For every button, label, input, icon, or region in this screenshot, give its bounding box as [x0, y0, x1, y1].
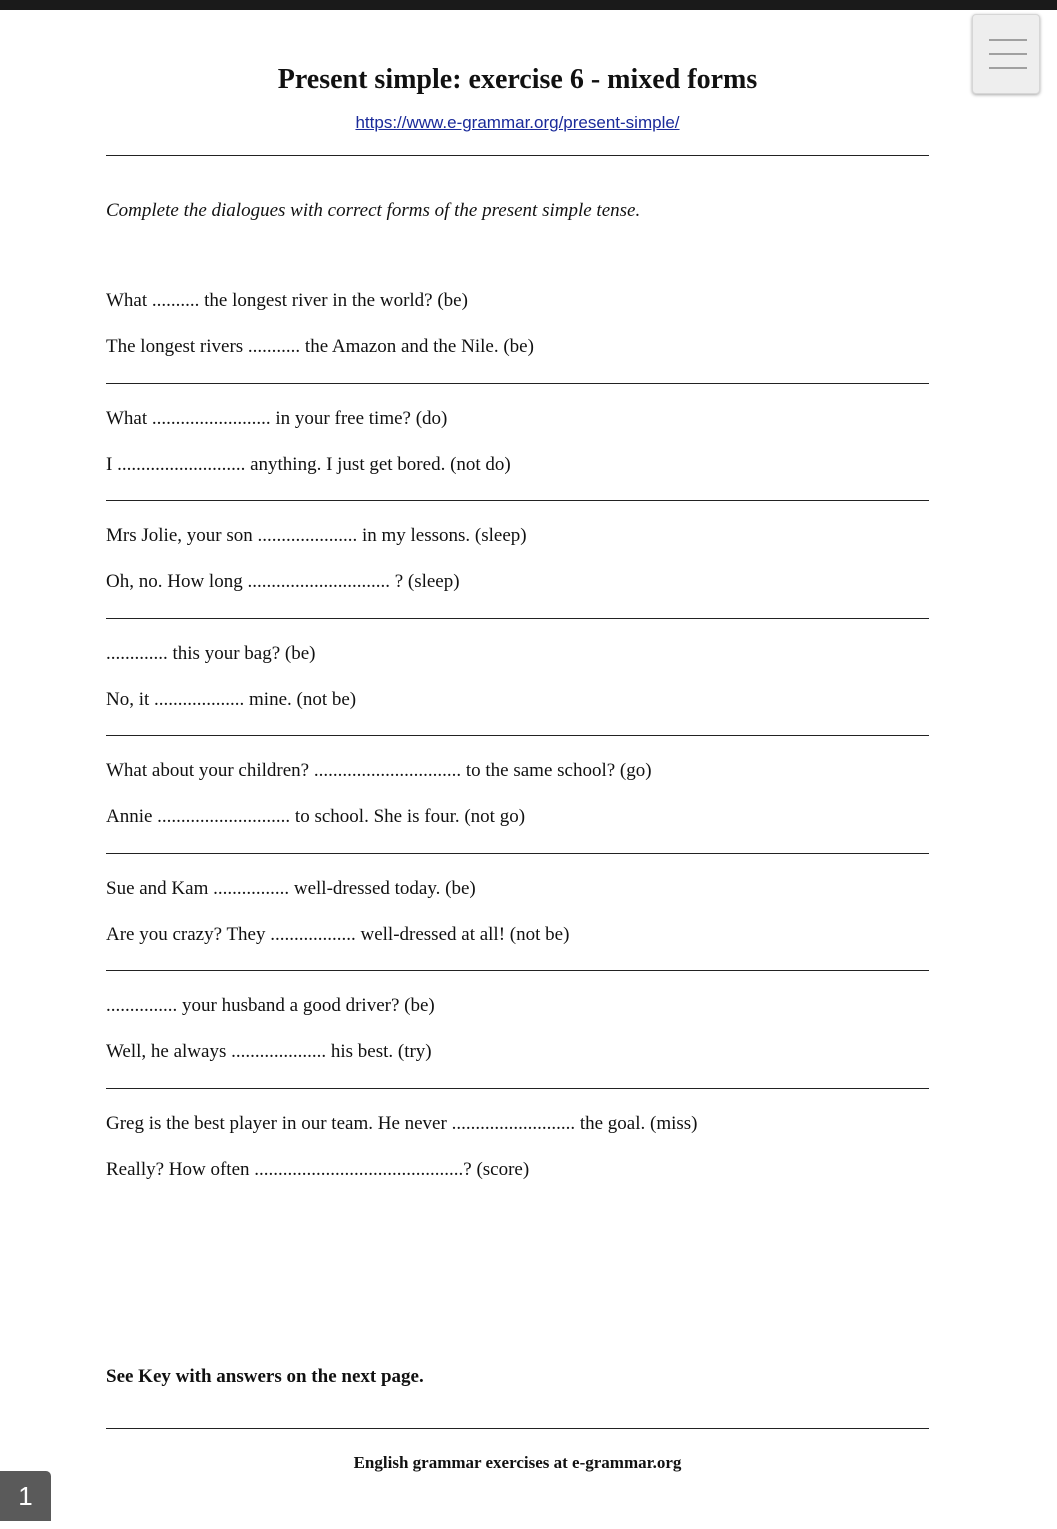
page-footer: English grammar exercises at e-grammar.org	[353, 1453, 682, 1472]
dialogue-answer: Well, he always .................... his best. (try)	[106, 1041, 432, 1062]
answer-key-note: See Key with answers on the next page.	[106, 1366, 424, 1387]
dialogue-question: Mrs Jolie, your son ..................... in my lessons. (sleep)	[106, 525, 527, 546]
dialogue-divider	[106, 1088, 929, 1089]
dialogue-divider	[106, 735, 929, 736]
dialogue-answer: I ........................... anything. I just get bored. (not do)	[106, 454, 511, 475]
dialogue-answer: Oh, no. How long .............................. ? (sleep)	[106, 571, 460, 592]
dialogue-question: What about your children? ............................... to the same school? (go)	[106, 760, 652, 781]
dialogue-answer: Annie ............................ to school. She is four. (not go)	[106, 806, 526, 827]
dialogue-question: What .......... the longest river in the world? (be)	[106, 290, 468, 311]
dialogue-divider	[106, 853, 929, 854]
page-number-badge: 1	[0, 1471, 51, 1521]
dialogue-question: Greg is the best player in our team. He never .......................... the goal. (miss)	[106, 1113, 698, 1134]
dialogue-answer: No, it ................... mine. (not be)	[106, 689, 357, 710]
page-title: Present simple: exercise 6 - mixed forms	[277, 64, 758, 95]
exercise-instruction: Complete the dialogues with correct forms of the present simple tense.	[106, 200, 641, 221]
dialogue-divider	[106, 970, 929, 971]
dialogue-question: ............. this your bag? (be)	[106, 643, 316, 664]
header-divider	[106, 155, 929, 156]
dialogue-answer: Are you crazy? They .................. well-dressed at all! (not be)	[106, 924, 570, 945]
dialogue-question: ............... your husband a good driver? (be)	[106, 995, 435, 1016]
dialogue-divider	[106, 383, 929, 384]
source-link[interactable]: https://www.e-grammar.org/present-simple/	[355, 113, 680, 132]
footer-divider	[106, 1428, 929, 1429]
dialogue-question: Sue and Kam ................ well-dressed today. (be)	[106, 878, 476, 899]
viewer-top-bar	[0, 0, 1057, 10]
dialogue-question: What ......................... in your free time? (do)	[106, 408, 448, 429]
dialogue-answer: Really? How often ............................................? (score)	[106, 1159, 530, 1180]
hamburger-icon-line	[989, 53, 1027, 55]
hamburger-icon	[989, 39, 1027, 41]
dialogue-answer: The longest rivers ........... the Amazon and the Nile. (be)	[106, 336, 534, 357]
dialogue-divider	[106, 618, 929, 619]
dialogue-divider	[106, 500, 929, 501]
